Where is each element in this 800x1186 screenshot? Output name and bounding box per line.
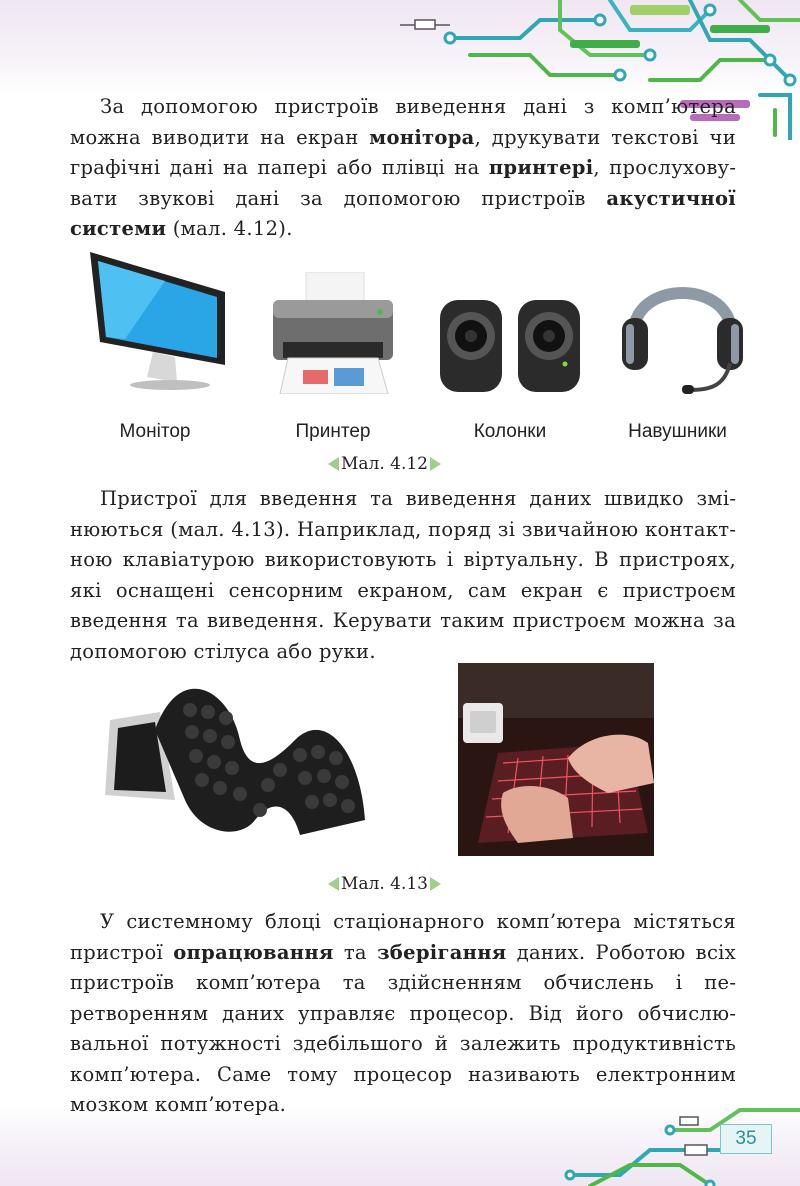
caption-arrow-left-icon	[328, 457, 339, 471]
label-speakers: Колонки	[473, 421, 547, 442]
paragraph-output-devices: За допомогою пристроїв виведення дані з комп’ютера можна виводити на екран монітора, друкувати текстові чи графічні дані на папері або плівці на принтері, прослуховувати звукові дані за допомогою пристроїв акустичної системи (мал. 4.12).	[70, 95, 737, 240]
caption-arrow-left-icon	[328, 877, 339, 891]
figure-caption-4-13	[328, 874, 441, 894]
printer-image	[268, 272, 398, 394]
label-printer: Принтер	[295, 421, 371, 442]
paragraph-io-devices: Пристрої для введення та виведення даних швидко змінюються (мал. 4.13). Наприклад, поряд зі звичайною контактною клавіатурою використовують і віртуальну. В пристроях, які оснащені сенсорним екраном, сам екран є пристроєм введення та виведення. Керувати таким пристроєм можна за допомогою стілуса або руки.	[70, 487, 736, 663]
headphones-image	[620, 258, 745, 396]
flexible-keyboard-image	[100, 670, 375, 845]
caption-text: Мал. 4.13	[341, 874, 429, 894]
label-monitor: Монітор	[119, 421, 191, 442]
speakers-image	[437, 298, 587, 394]
caption-text: Мал. 4.12	[341, 454, 429, 474]
figure-caption-4-12	[328, 454, 441, 474]
label-headphones: Навушники	[628, 421, 727, 442]
page-number: 35	[720, 1124, 772, 1154]
virtual-keyboard-image	[458, 663, 654, 856]
caption-arrow-right-icon	[430, 457, 441, 471]
paragraph-system-unit: У системному блоці стаціонарного комп’ютера містяться пристрої опрацювання та зберігання даних. Роботою всіх пристроїв комп’ютера та здійсненням обчислень і перетворенням даних управляє процесор. Від його обчислювальної потужності здебільшого й залежить продуктивність комп’ютера. Саме тому процесор називають електронним мозком комп’ютера.	[70, 910, 736, 1116]
monitor-image	[85, 247, 235, 392]
caption-arrow-right-icon	[430, 877, 441, 891]
